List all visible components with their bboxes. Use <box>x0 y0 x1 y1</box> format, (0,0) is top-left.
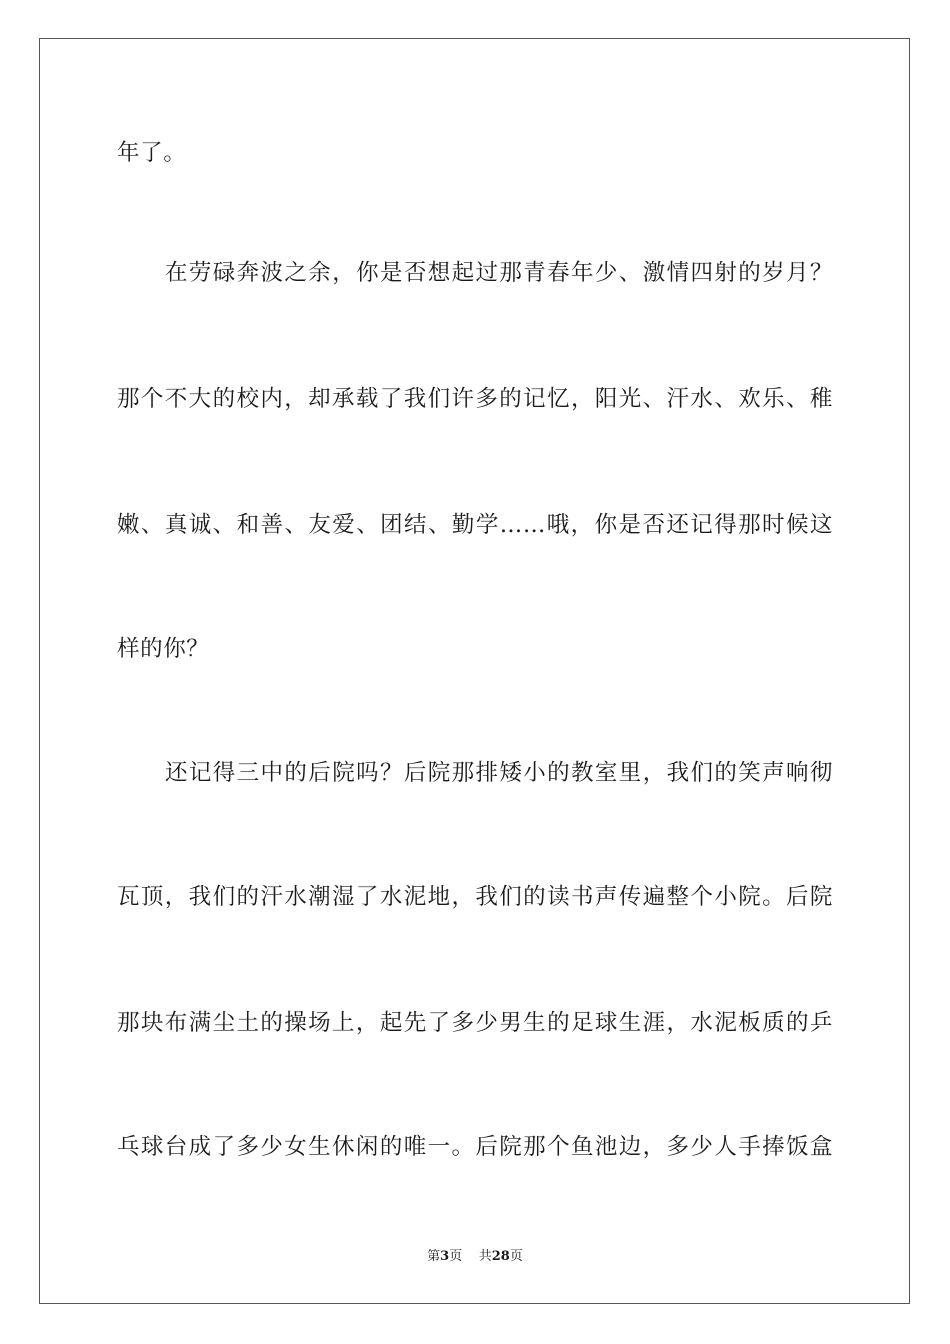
text-line-3: 那个不大的校内，却承载了我们许多的记忆，阳光、汗水、欢乐、稚 <box>117 386 833 412</box>
text-line-9: 乓球台成了多少女生休闲的唯一。后院那个鱼池边，多少人手捧饭盒 <box>117 1134 833 1160</box>
page-suffix: 页 <box>449 1249 463 1264</box>
total-pages: 28 <box>491 1249 510 1264</box>
text-line-8: 那块布满尘土的操场上，起先了多少男生的足球生涯，水泥板质的乒 <box>117 1010 833 1036</box>
text-line-6: 还记得三中的后院吗？后院那排矮小的教室里，我们的笑声响彻 <box>165 760 833 786</box>
page-frame <box>39 38 910 1304</box>
total-suffix: 页 <box>509 1249 523 1264</box>
text-line-2: 在劳碌奔波之余，你是否想起过那青春年少、激情四射的岁月？ <box>165 260 833 286</box>
text-line-4: 嫩、真诚、和善、友爱、团结、勤学……哦，你是否还记得那时候这 <box>117 512 833 538</box>
page-number: 3 <box>440 1249 450 1264</box>
text-line-1: 年了。 <box>117 140 187 166</box>
page-prefix: 第 <box>427 1249 441 1264</box>
total-prefix: 共 <box>478 1249 492 1264</box>
page-footer <box>0 1248 950 1266</box>
text-line-5: 样的你？ <box>117 636 210 662</box>
text-line-7: 瓦顶，我们的汗水潮湿了水泥地，我们的读书声传遍整个小院。后院 <box>117 884 833 910</box>
